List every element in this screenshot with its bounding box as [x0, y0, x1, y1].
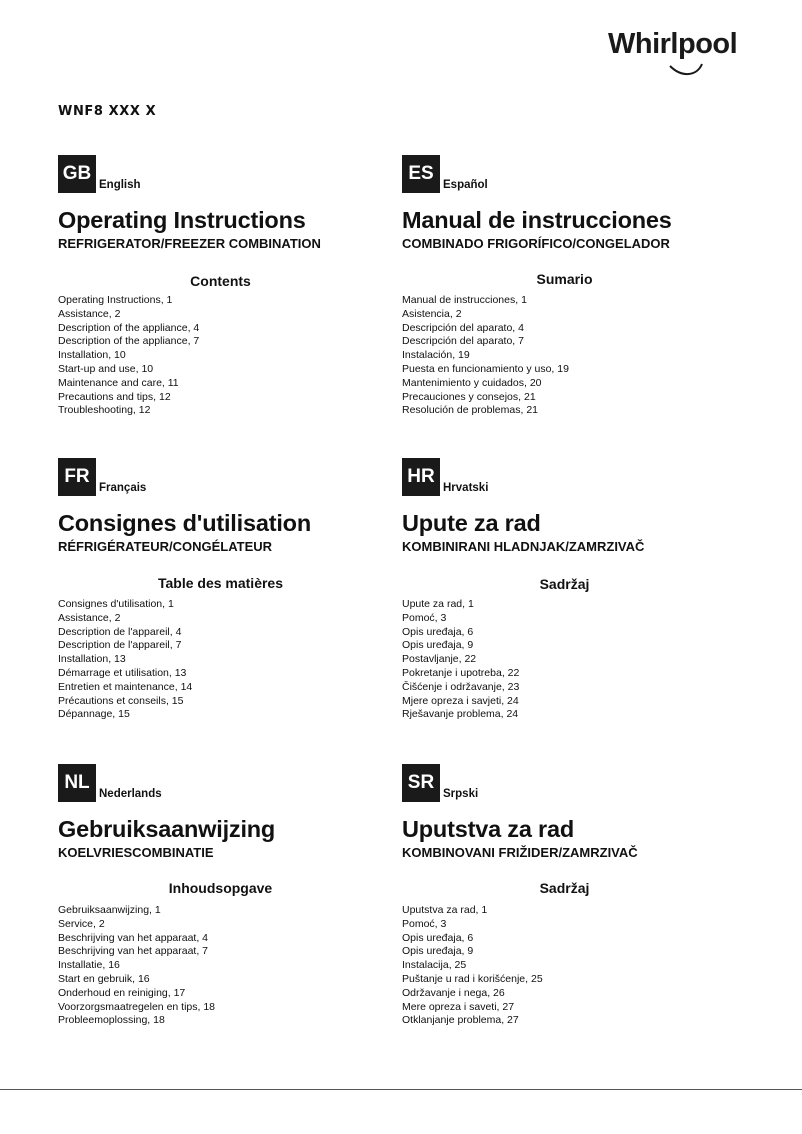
contents-item[interactable]: Rješavanje problema, 24	[402, 708, 519, 721]
language-code-badge: FR	[58, 458, 96, 496]
manual-subtitle: REFRIGERATOR/FREEZER COMBINATION	[58, 236, 321, 251]
contents-item[interactable]: Instalacija, 25	[402, 959, 467, 972]
contents-list	[58, 294, 199, 418]
language-name: Srpski	[443, 788, 479, 800]
contents-item[interactable]: Consignes d'utilisation, 1	[58, 598, 174, 610]
contents-item[interactable]: Service, 2	[58, 917, 105, 930]
contents-item[interactable]: Maintenance and care, 11	[58, 376, 179, 389]
language-section-hr	[402, 458, 732, 728]
contents-heading: Sadržaj	[539, 880, 590, 896]
contents-list	[58, 904, 215, 1028]
language-code-badge: GB	[58, 155, 96, 193]
manual-title: Gebruiksaanwijzing	[58, 816, 276, 842]
language-code-badge: HR	[402, 458, 440, 496]
manual-title: Upute za rad	[402, 510, 541, 536]
contents-item[interactable]: Operating Instructions, 1	[58, 294, 173, 306]
contents-item[interactable]: Opis uređaja, 9	[402, 639, 474, 652]
contents-item[interactable]: Pomoć, 3	[402, 611, 447, 624]
contents-item[interactable]: Resolución de problemas, 21	[402, 404, 538, 417]
contents-item[interactable]: Description of the appliance, 7	[58, 335, 200, 348]
language-name: English	[99, 179, 141, 191]
language-section-fr	[58, 458, 388, 728]
contents-item[interactable]: Mantenimiento y cuidados, 20	[402, 376, 542, 389]
language-code-badge: SR	[402, 764, 440, 802]
manual-title: Operating Instructions	[58, 207, 306, 233]
language-name: Hrvatski	[443, 482, 489, 494]
contents-item[interactable]: Start en gebruik, 16	[58, 972, 150, 985]
contents-item[interactable]: Mjere opreza i savjeti, 24	[402, 694, 519, 707]
contents-item[interactable]: Instalación, 19	[402, 349, 470, 362]
language-section-es	[402, 155, 732, 425]
model-number: WNF8 XXX X	[58, 104, 157, 119]
contents-item[interactable]: Precautions and tips, 12	[58, 390, 171, 403]
contents-item[interactable]: Mere opreza i saveti, 27	[402, 1000, 515, 1013]
language-section-sr	[402, 764, 732, 1034]
contents-heading: Table des matières	[157, 575, 284, 591]
contents-item[interactable]: Description de l'appareil, 7	[58, 639, 182, 652]
contents-item[interactable]: Pomoć, 3	[402, 917, 447, 930]
language-section-gb	[58, 155, 388, 425]
language-code-badge: NL	[58, 764, 96, 802]
contents-item[interactable]: Manual de instrucciones, 1	[402, 294, 527, 306]
contents-list	[402, 598, 519, 722]
contents-item[interactable]: Voorzorgsmaatregelen en tips, 18	[58, 1000, 216, 1013]
contents-item[interactable]: Beschrijving van het apparaat, 4	[58, 931, 209, 944]
contents-item[interactable]: Description de l'appareil, 4	[58, 625, 182, 638]
contents-item[interactable]: Uputstva za rad, 1	[402, 904, 488, 916]
contents-item[interactable]: Start-up and use, 10	[58, 362, 154, 375]
manual-subtitle: COMBINADO FRIGORÍFICO/CONGELADOR	[402, 236, 670, 251]
contents-item[interactable]: Otklanjanje problema, 27	[402, 1014, 519, 1027]
contents-item[interactable]: Postavljanje, 22	[402, 653, 477, 666]
contents-list	[58, 598, 192, 722]
contents-item[interactable]: Probleemoplossing, 18	[58, 1014, 165, 1027]
contents-item[interactable]: Upute za rad, 1	[402, 598, 474, 610]
contents-item[interactable]: Descripción del aparato, 7	[402, 335, 524, 348]
manual-subtitle: RÉFRIGÉRATEUR/CONGÉLATEUR	[58, 539, 273, 554]
contents-item[interactable]: Assistance, 2	[58, 611, 121, 624]
contents-item[interactable]: Entretien et maintenance, 14	[58, 680, 193, 693]
contents-item[interactable]: Assistance, 2	[58, 307, 121, 320]
contents-item[interactable]: Descripción del aparato, 4	[402, 321, 524, 334]
contents-item[interactable]: Opis uređaja, 9	[402, 945, 474, 958]
contents-item[interactable]: Dépannage, 15	[58, 708, 130, 721]
contents-item[interactable]: Asistencia, 2	[402, 307, 462, 320]
contents-item[interactable]: Installation, 10	[58, 349, 126, 362]
language-name: Español	[443, 179, 488, 191]
manual-title: Manual de instrucciones	[402, 207, 672, 233]
contents-heading: Contents	[190, 273, 251, 289]
manual-title: Uputstva za rad	[402, 816, 574, 842]
language-code-badge: ES	[402, 155, 440, 193]
contents-item[interactable]: Održavanje i nega, 26	[402, 986, 505, 999]
contents-item[interactable]: Puesta en funcionamiento y uso, 19	[402, 362, 569, 375]
contents-list	[402, 294, 569, 418]
contents-item[interactable]: Troubleshooting, 12	[58, 404, 151, 417]
contents-item[interactable]: Installation, 13	[58, 653, 126, 666]
manual-subtitle: KOMBINIRANI HLADNJAK/ZAMRZIVAČ	[402, 539, 645, 554]
manual-title: Consignes d'utilisation	[58, 510, 311, 536]
contents-heading: Sumario	[536, 271, 593, 287]
contents-item[interactable]: Démarrage et utilisation, 13	[58, 666, 187, 679]
contents-item[interactable]: Opis uređaja, 6	[402, 931, 474, 944]
contents-item[interactable]: Onderhoud en reiniging, 17	[58, 986, 186, 999]
contents-item[interactable]: Description of the appliance, 4	[58, 321, 200, 334]
contents-item[interactable]: Precauciones y consejos, 21	[402, 390, 536, 403]
contents-item[interactable]: Opis uređaja, 6	[402, 625, 474, 638]
manual-subtitle: KOMBINOVANI FRIŽIDER/ZAMRZIVAČ	[402, 845, 638, 860]
bottom-divider	[0, 1089, 802, 1090]
language-name: Nederlands	[99, 788, 162, 800]
contents-heading: Inhoudsopgave	[168, 880, 273, 896]
language-section-nl	[58, 764, 388, 1034]
contents-item[interactable]: Précautions et conseils, 15	[58, 694, 184, 707]
contents-item[interactable]: Gebruiksaanwijzing, 1	[58, 904, 161, 916]
contents-item[interactable]: Pokretanje i upotreba, 22	[402, 666, 520, 679]
contents-item[interactable]: Čišćenje i održavanje, 23	[402, 680, 520, 693]
manual-subtitle: KOELVRIESCOMBINATIE	[58, 845, 214, 860]
whirlpool-logo: Whirlpool	[608, 28, 738, 60]
contents-item[interactable]: Beschrijving van het apparaat, 7	[58, 945, 209, 958]
contents-item[interactable]: Installatie, 16	[58, 959, 120, 972]
contents-heading: Sadržaj	[539, 576, 590, 592]
contents-list	[402, 904, 543, 1028]
logo-swoosh-icon	[612, 30, 742, 80]
contents-item[interactable]: Puštanje u rad i korišćenje, 25	[402, 972, 543, 985]
language-name: Français	[99, 482, 147, 494]
